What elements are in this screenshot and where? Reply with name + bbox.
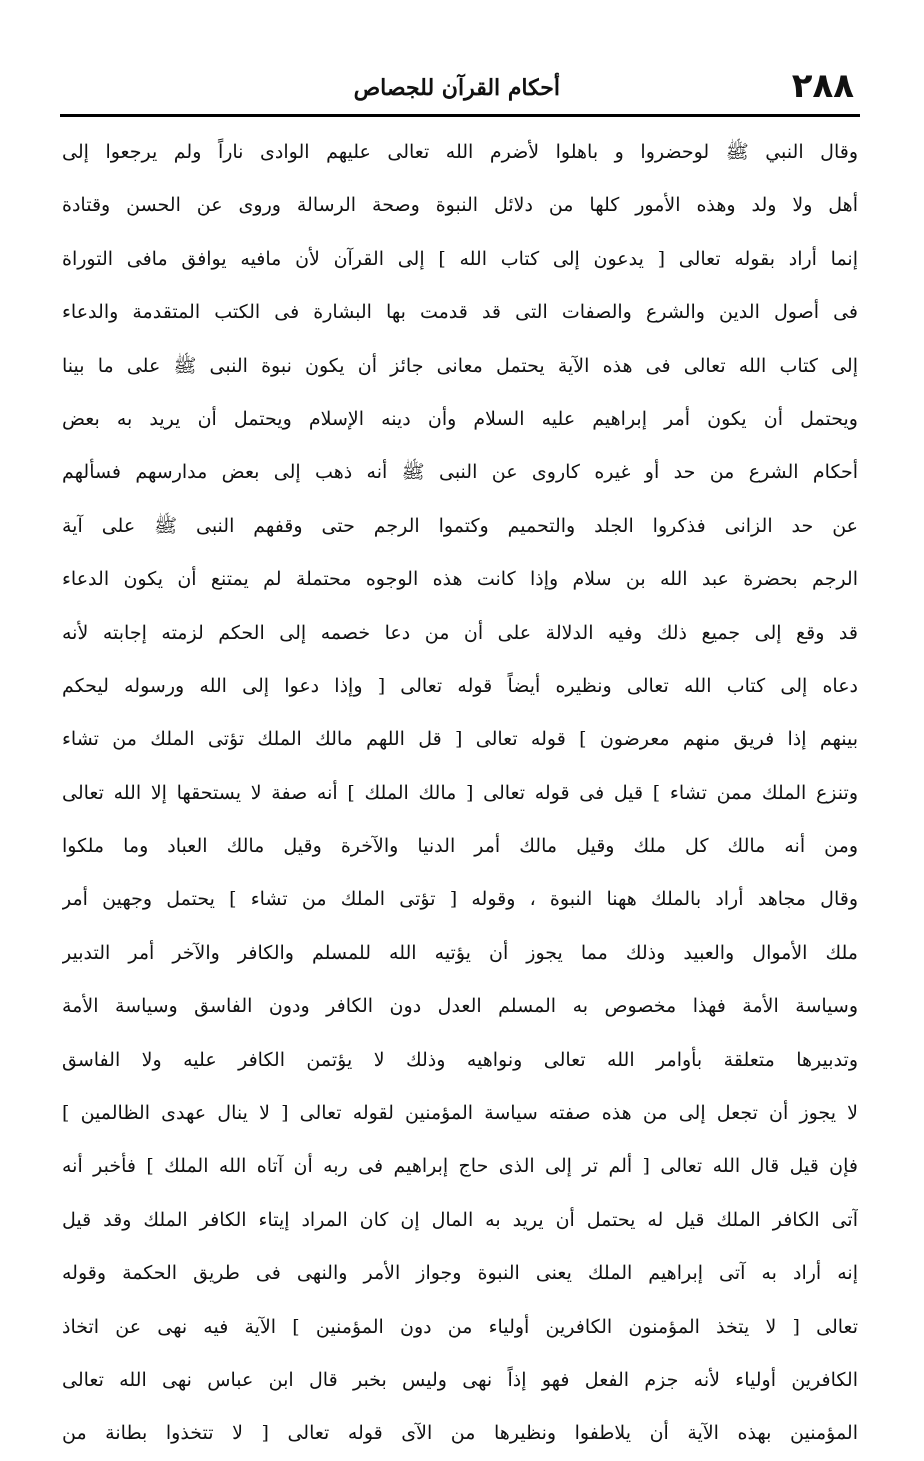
text-line: ملك الأموال والعبيد وذلك مما يجوز أن يؤتيه الله للمسلم والكافر والآخر أمر التدبير — [62, 941, 858, 964]
text-line: إلى كتاب الله تعالى فى هذه الآية يحتمل معانى جائز أن يكون نبوة النبى ﷺ على ما بينا — [62, 354, 858, 377]
text-line: لا يجوز أن تجعل إلى من هذه صفته سياسة المؤمنين لقوله تعالى [ لا ينال عهدى الظالمين ] — [62, 1102, 858, 1125]
page-header — [60, 62, 860, 112]
text-line: فى أصول الدين والشرع والصفات التى قد قدمت بها البشارة فى الكتب المتقدمة والدعاء — [62, 301, 858, 324]
text-line: وتدبيرها متعلقة بأوامر الله تعالى ونواهيه وذلك لا يؤتمن الكافر عليه ولا الفاسق — [62, 1048, 858, 1071]
text-line: وقال النبي ﷺ لوحضروا و باهلوا لأضرم الله تعالى عليهم الوادى ناراً ولم يرجعوا إلى — [62, 141, 858, 163]
header-rule — [60, 114, 860, 117]
text-line: وقال مجاهد أراد بالملك ههنا النبوة ، وقوله [ تؤتى الملك من تشاء ] يحتمل وجهين أمر — [62, 888, 858, 911]
text-line: دعاه إلى كتاب الله تعالى ونظيره أيضاً قوله تعالى [ وإذا دعوا إلى الله ورسوله ليحكم — [62, 674, 858, 697]
text-line: آتى الكافر الملك قيل له يحتمل أن يريد به المال إن كان المراد إيتاء الكافر الملك وقد قيل — [62, 1208, 858, 1231]
text-line: إنه أراد به آتى إبراهيم الملك يعنى النبوة وجواز الأمر والنهى فى طريق الحكمة وقوله — [62, 1262, 858, 1285]
text-line: بينهم إذا فريق منهم معرضون ] قوله تعالى [ قل اللهم مالك الملك تؤتى الملك من تشاء — [62, 728, 858, 751]
text-line: وتنزع الملك ممن تشاء ] قيل فى قوله تعالى [ مالك الملك ] أنه صفة لا يستحقها إلا الله تعالى — [62, 781, 858, 804]
text-line: قد وقع إلى جميع ذلك وفيه الدلالة على أن من دعا خصمه إلى الحكم لزمته إجابته لأنه — [62, 621, 858, 644]
text-line: الرجم بحضرة عبد الله بن سلام وإذا كانت هذه الوجوه محتملة لم يمتنع أن يكون الدعاء — [62, 568, 858, 591]
text-line: ويحتمل أن يكون أمر إبراهيم عليه السلام وأن دينه الإسلام ويحتمل أن يريد به بعض — [62, 407, 858, 430]
text-line: المؤمنين بهذه الآية أن يلاطفوا ونظيرها من الآى قوله تعالى [ لا تتخذوا بطانة من — [62, 1422, 858, 1445]
page-number: ٢٨٨ — [791, 66, 854, 106]
text-line: أحكام الشرع من حد أو غيره كاروى عن النبى ﷺ أنه ذهب إلى بعض مدارسهم فسألهم — [62, 461, 858, 484]
text-line: وسياسة الأمة فهذا مخصوص به المسلم العدل دون الكافر ودون الفاسق وسياسة الأمة — [62, 995, 858, 1018]
running-title: أحكام القرآن للجصاص — [353, 75, 560, 101]
text-line: ومن أنه مالك كل ملك وقيل مالك أمر الدنيا والآخرة وقيل مالك العباد وما ملكوا — [62, 835, 858, 858]
text-line: أهل ولا ولد وهذه الأمور كلها من دلائل النبوة وصحة الرسالة وروى عن الحسن وقتادة — [62, 194, 858, 217]
text-line: تعالى [ لا يتخذ المؤمنون الكافرين أولياء من دون المؤمنين ] الآية فيه نهى عن اتخاذ — [62, 1315, 858, 1338]
text-line: الكافرين أولياء لأنه جزم الفعل فهو إذاً نهى وليس بخبر قال ابن عباس نهى الله تعالى — [62, 1368, 858, 1391]
text-line: إنما أراد بقوله تعالى [ يدعون إلى كتاب الله ] إلى القرآن لأن مافيه يوافق مافى التوراة — [62, 247, 858, 270]
text-line: فإن قيل قال الله تعالى [ ألم تر إلى الذى حاج إبراهيم فى ربه أن آتاه الله الملك ] فأخبر أنه — [62, 1155, 858, 1178]
text-line: عن حد الزانى فذكروا الجلد والتحميم وكتموا الرجم حتى وقفهم النبى ﷺ على آية — [62, 514, 858, 537]
body-text — [62, 126, 858, 1461]
